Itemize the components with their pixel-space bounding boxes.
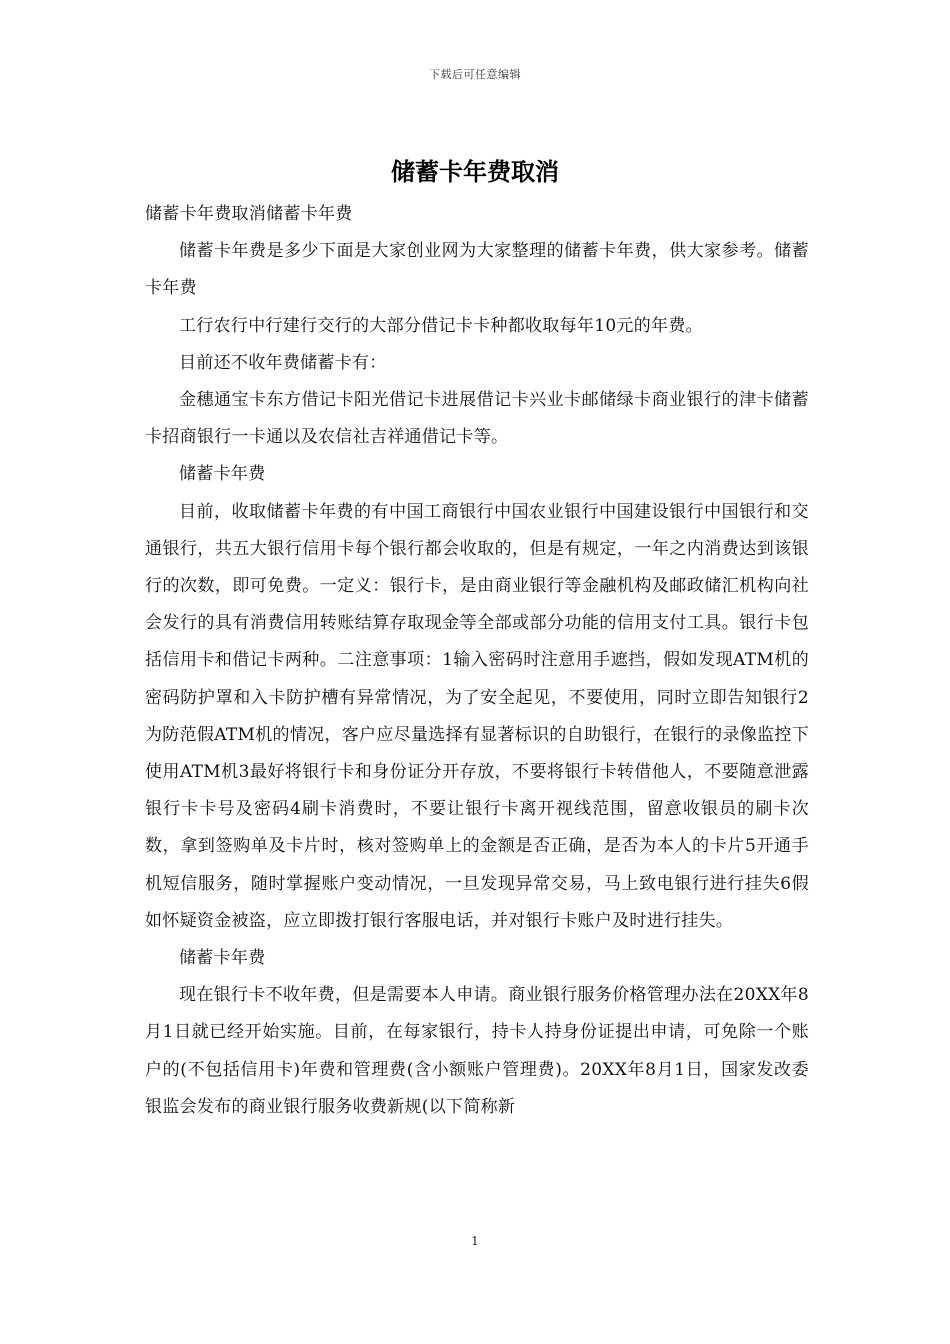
header-note: 下载后可任意编辑	[429, 68, 521, 81]
document-title: 储蓄卡年费取消	[391, 158, 559, 186]
paragraph: 储蓄卡年费是多少下面是大家创业网为大家整理的储蓄卡年费，供大家参考。储蓄卡年费	[145, 241, 809, 299]
paragraph: 现在银行卡不收年费，但是需要本人申请。商业银行服务价格管理办法在20XX年8月1日就已经开始实施。目前，在每家银行，持卡人持身份证提出申请，可免除一个账户的(不包括信用卡)年费和管理费(含小额账户管理费)。20XX年8月1日，国家发改委银监会发布的商业银行服务收费新规(以下简称新	[145, 985, 809, 1117]
paragraph-subtitle: 储蓄卡年费取消储蓄卡年费	[145, 204, 353, 224]
section-heading: 储蓄卡年费	[179, 464, 266, 485]
section-heading: 储蓄卡年费	[179, 948, 266, 969]
paragraph: 目前还不收年费储蓄卡有：	[179, 352, 387, 373]
paragraph: 金穗通宝卡东方借记卡阳光借记卡进展借记卡兴业卡邮储绿卡商业银行的津卡储蓄卡招商银行一卡通以及农信社吉祥通借记卡等。	[145, 390, 809, 448]
document-body	[145, 196, 809, 1126]
page-number: 1	[471, 1234, 479, 1248]
paragraph: 目前，收取储蓄卡年费的有中国工商银行中国农业银行中国建设银行中国银行和交通银行，共五大银行信用卡每个银行都会收取的，但是有规定，一年之内消费达到该银行的次数，即可免费。一定义：银行卡，是由商业银行等金融机构及邮政储汇机构向社会发行的具有消费信用转账结算存取现金等全部或部分功能的信用支付工具。银行卡包括信用卡和借记卡两种。二注意事项：1输入密码时注意用手遮挡，假如发现ATM机的密码防护罩和入卡防护槽有异常情况，为了安全起见，不要使用，同时立即告知银行2为防范假ATM机的情况，客户应尽量选择有显著标识的自助银行，在银行的录像监控下使用ATM机3最好将银行卡和身份证分开存放，不要将银行卡转借他人，不要随意泄露银行卡卡号及密码4刷卡消费时，不要让银行卡离开视线范围，留意收银员的刷卡次数，拿到签购单及卡片时，核对签购单上的金额是否正确，是否为本人的卡片5开通手机短信服务，随时掌握账户变动情况，一旦发现异常交易，马上致电银行进行挂失6假如怀疑资金被盗，应立即拨打银行客服电话，并对银行卡账户及时进行挂失。	[145, 501, 809, 931]
paragraph: 工行农行中行建行交行的大部分借记卡卡种都收取每年10元的年费。	[179, 315, 703, 336]
